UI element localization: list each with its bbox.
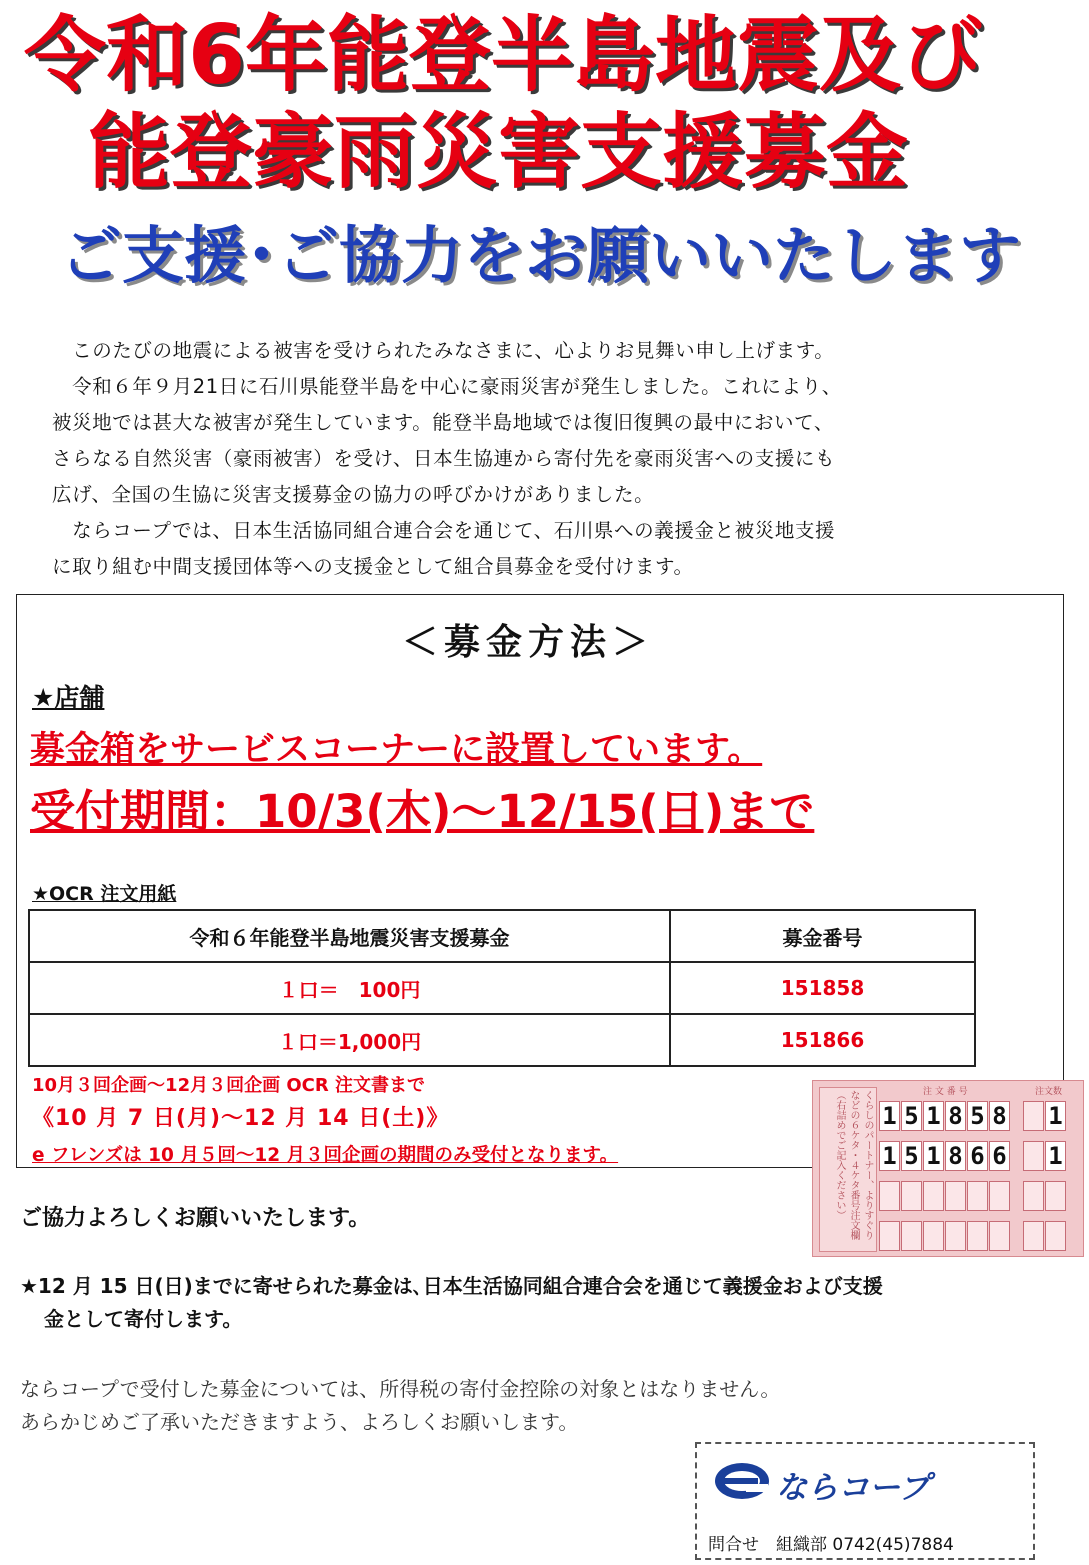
intro-line: ならコープでは、日本生活協同組合連合会を通じて、石川県への義援金と被災地支援: [52, 519, 836, 542]
ocr-qty: 1: [1045, 1101, 1066, 1131]
store-collection-box-text: 募金箱をサービスコーナーに設置しています。: [30, 730, 763, 770]
ocr-empty-cell: [967, 1181, 988, 1211]
ocr-period-line-2: 《10 月 7 日(月)～12 月 14 日(土)》: [32, 1106, 450, 1131]
tax-note: [20, 1373, 780, 1439]
ocr-empty-cell: [923, 1221, 944, 1251]
ocr-empty-cell: [879, 1181, 900, 1211]
ocr-empty-cell: [901, 1181, 922, 1211]
ocr-digit: 5: [901, 1101, 922, 1131]
naracoop-logo-mark-icon: [712, 1460, 772, 1502]
ocr-empty-cell: [1023, 1181, 1044, 1211]
ocr-empty-cell: [1045, 1181, 1066, 1211]
title-line-1: 令和6年能登半島地震及び: [24, 8, 984, 103]
ocr-digit: 1: [879, 1101, 900, 1131]
ocr-period-line-1: 10月３回企画～12月３回企画 OCR 注文書まで: [32, 1075, 426, 1096]
contact-info: 問合せ 組織部 0742(45)7884: [708, 1535, 954, 1555]
ocr-empty-cell: [923, 1181, 944, 1211]
ocr-qty: 1: [1045, 1141, 1066, 1171]
ocr-form-header-order: 注 文 番 号: [923, 1087, 968, 1097]
note-line: 金として寄付します。: [44, 1307, 243, 1331]
note-line: ★12 月 15 日(日)までに寄せられた募金は､日本生活協同組合連合会を通じて義援金および支援: [20, 1274, 883, 1298]
ocr-label: ★OCR 注文用紙: [32, 883, 177, 905]
ocr-empty-cell: [989, 1181, 1010, 1211]
intro-line: 被災地では甚大な被害が発生しています。能登半島地域では復旧復興の最中において、: [52, 411, 834, 434]
intro-line: このたびの地震による被害を受けられたみなさまに、心よりお見舞い申し上げます。: [52, 339, 835, 362]
intro-line: 令和６年９月21日に石川県能登半島を中心に豪雨災害が発生しました。これにより、: [52, 375, 842, 398]
ocr-digit: 8: [945, 1101, 966, 1131]
naracoop-logo: [712, 1460, 972, 1506]
ocr-digit: 1: [923, 1101, 944, 1131]
store-label: ★店舗: [32, 683, 105, 712]
donation-table: [28, 909, 976, 1067]
ocr-digit: 1: [923, 1141, 944, 1171]
method-title: ＜募金方法＞: [402, 622, 655, 663]
efriends-note: e フレンズは 10 月５回～12 月３回企画の期間のみ受付となります。: [32, 1145, 619, 1166]
table-cell-amount: １口＝1,000円: [29, 1014, 670, 1066]
ocr-digit: 5: [901, 1141, 922, 1171]
ocr-digit: 5: [967, 1101, 988, 1131]
thanks-message: ご協力よろしくお願いいたします。: [20, 1206, 371, 1231]
ocr-qty-empty: [1023, 1101, 1044, 1131]
ocr-form-side-text: くらしのパートナー、よりすぐりなどの６ケタ・４ケタ番号注文欄（右詰めでご記入ください）: [819, 1087, 877, 1252]
store-period-text: 受付期間：10/3(木)～12/15(日)まで: [30, 785, 815, 838]
ocr-empty-cell: [945, 1181, 966, 1211]
naracoop-logo-text: ならコープ: [776, 1470, 930, 1506]
tax-note-line: あらかじめご了承いただきますよう、よろしくお願いします。: [20, 1410, 579, 1434]
intro-line: さらなる自然災害（豪雨被害）を受け、日本生協連から寄付先を豪雨災害への支援にも: [52, 447, 836, 470]
ocr-empty-cell: [1023, 1221, 1044, 1251]
intro-line: 広げ、全国の生協に災害支援募金の協力の呼びかけがありました。: [52, 483, 655, 506]
ocr-empty-cell: [967, 1221, 988, 1251]
table-cell-amount: １口＝ 100円: [29, 962, 670, 1014]
table-row: [29, 1014, 975, 1066]
donation-usage-note: [20, 1270, 883, 1336]
table-row: [29, 962, 975, 1014]
ocr-empty-cell: [879, 1221, 900, 1251]
ocr-empty-cell: [901, 1221, 922, 1251]
ocr-digit: 8: [989, 1101, 1010, 1131]
ocr-digit: 1: [879, 1141, 900, 1171]
ocr-qty-empty: [1023, 1141, 1044, 1171]
ocr-order-form-image: [812, 1080, 1084, 1257]
subtitle: ご支援･ご協力をお願いいたします: [60, 219, 1022, 292]
tax-note-line: ならコープで受付した募金については、所得税の寄付金控除の対象とはなりません。: [20, 1377, 781, 1401]
ocr-empty-cell: [989, 1221, 1010, 1251]
ocr-digit: 6: [989, 1141, 1010, 1171]
ocr-empty-cell: [1045, 1221, 1066, 1251]
table-header-cell: 募金番号: [670, 910, 975, 962]
ocr-digit: 8: [945, 1141, 966, 1171]
ocr-empty-cell: [945, 1221, 966, 1251]
table-header-cell: 令和６年能登半島地震災害支援募金: [29, 910, 670, 962]
title-line-2: 能登豪雨災害支援募金: [88, 105, 909, 200]
ocr-digit: 6: [967, 1141, 988, 1171]
table-cell-number: 151858: [670, 962, 975, 1014]
intro-paragraph: [52, 333, 842, 585]
ocr-form-header-qty: 注文数: [1035, 1087, 1063, 1097]
table-header-row: [29, 910, 975, 962]
intro-line: に取り組む中間支援団体等への支援金として組合員募金を受付けます。: [52, 555, 694, 578]
table-cell-number: 151866: [670, 1014, 975, 1066]
